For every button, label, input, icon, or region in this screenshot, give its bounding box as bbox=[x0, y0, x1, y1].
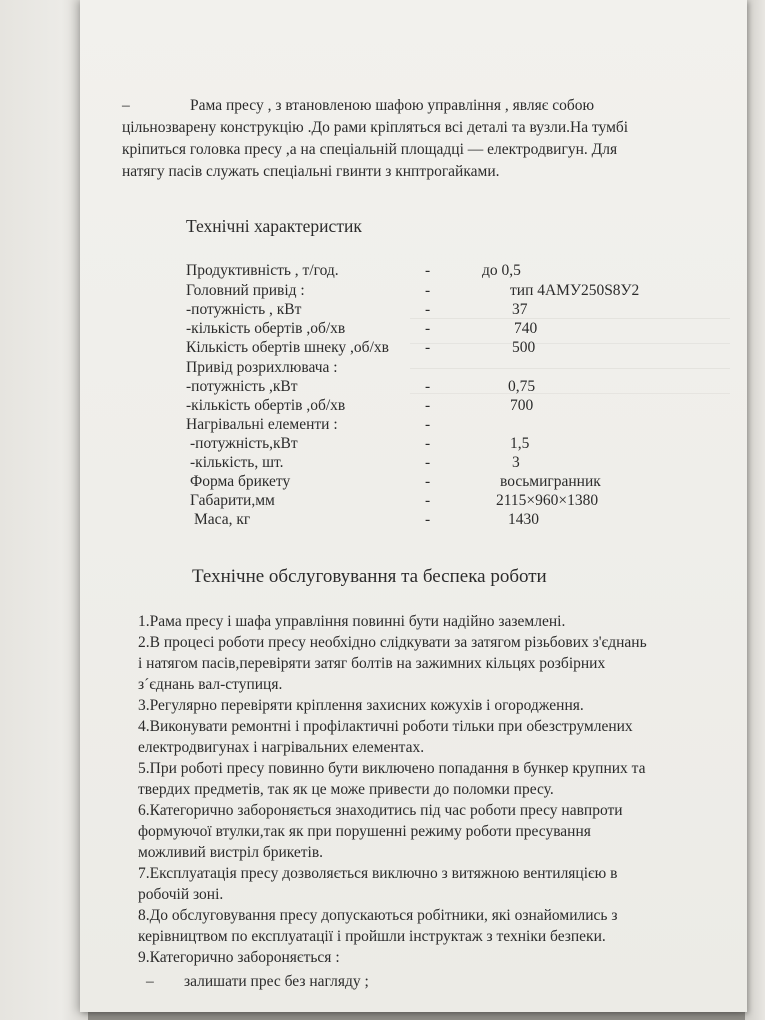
safety-line-3: і натягом пасів,перевіряти затяг болтів на зажимних кільцях розбірних bbox=[138, 655, 606, 672]
spec-value: 1,5 bbox=[510, 435, 530, 452]
spec-label: -кількість обертів ,об/хв bbox=[186, 397, 346, 414]
spec-value: 0,75 bbox=[508, 378, 536, 395]
spec-value: 2115×960×1380 bbox=[496, 492, 599, 509]
intro-line-4: натягу пасів служать спеціальні гвинти з кнптрогайками. bbox=[122, 163, 500, 180]
safety-line-15: 8.До обслуговування пресу допускаються робітники, які ознайомились з bbox=[138, 907, 618, 924]
spec-dash: - bbox=[425, 378, 431, 395]
spec-dash: - bbox=[425, 320, 431, 337]
safety-line-8: 5.При роботі пресу повинно бути виключено попадання в бункер крупних та bbox=[138, 760, 646, 777]
safety-line-12: можливий виcтріл брикетів. bbox=[138, 844, 324, 861]
safety-heading: Технічне обслуговування та беспека роботи bbox=[192, 566, 547, 587]
spec-label: -потужність , кВт bbox=[186, 301, 302, 318]
spec-dash: - bbox=[425, 301, 431, 318]
safety-line-10: 6.Категорично забороняється знаходитись під час роботи пресу навпроти bbox=[138, 802, 623, 819]
spec-label: -потужність,кВт bbox=[190, 435, 298, 452]
spec-dash: - bbox=[425, 473, 431, 490]
spec-dash: - bbox=[425, 262, 431, 279]
spec-dash: - bbox=[425, 454, 431, 471]
spec-label: -потужність ,кВт bbox=[186, 378, 298, 395]
safety-line-9: твердих предметів, так як це може привести до поломки пресу. bbox=[138, 781, 554, 798]
intro-line-1: Рама пресу , з втановленою шафою управління , являє собою bbox=[190, 97, 595, 114]
intro-line-3: кріпиться головка пресу ,а на спеціальній площадці — електродвигун. Для bbox=[122, 141, 618, 158]
spec-dash: - bbox=[425, 282, 431, 299]
spec-label: Нагрівальні елементи : bbox=[186, 416, 338, 433]
spec-value: до 0,5 bbox=[482, 262, 521, 279]
safety-line-2: 2.В процесі роботи пресу необхідно слідкувати за затягом різьбових з'єднань bbox=[138, 634, 647, 651]
spec-value: 700 bbox=[510, 397, 534, 414]
spec-label: Кількість обертів шнеку ,об/хв bbox=[186, 339, 389, 356]
spec-label: Маса, кг bbox=[194, 511, 251, 528]
spec-label: -кількість обертів ,об/хв bbox=[186, 320, 346, 337]
safety-line-17: 9.Категорично забороняється : bbox=[138, 949, 340, 966]
underlying-page-edge bbox=[0, 0, 88, 1020]
intro-dash: – bbox=[122, 97, 130, 114]
spec-value: тип 4АМУ250S8У2 bbox=[510, 282, 640, 299]
spec-value: восьмигранник bbox=[500, 473, 601, 490]
spec-value: 3 bbox=[512, 454, 520, 471]
spec-value: 740 bbox=[514, 320, 538, 337]
spec-dash: - bbox=[425, 492, 431, 509]
last-item-text: залишати прес без нагляду ; bbox=[184, 973, 369, 990]
spec-dash: - bbox=[425, 339, 431, 356]
underlying-page-right bbox=[745, 0, 765, 1020]
safety-line-4: з´єднань вал-ступиця. bbox=[138, 676, 283, 693]
spec-value: 500 bbox=[512, 339, 536, 356]
spec-label: Привід розрихлювача : bbox=[186, 359, 338, 376]
safety-line-14: робочій зоні. bbox=[138, 886, 224, 903]
spec-dash: - bbox=[425, 416, 431, 433]
safety-line-5: 3.Регулярно перевіряти кріплення захисних кожухів і огородження. bbox=[138, 697, 584, 714]
spec-label: Головний привід : bbox=[186, 282, 305, 299]
safety-line-7: електродвигунах і нагрівальних елементах. bbox=[138, 739, 425, 756]
spec-value: 1430 bbox=[508, 511, 539, 528]
spec-label: Форма брикету bbox=[190, 473, 291, 490]
last-item-dash: – bbox=[146, 973, 154, 990]
spec-label: Продуктивність , т/год. bbox=[186, 262, 339, 279]
safety-line-11: формуючої втулки,так як при порушенні режиму роботи пресування bbox=[138, 823, 591, 840]
spec-label: Габарити,мм bbox=[190, 492, 275, 509]
specs-heading: Технічні характеристик bbox=[186, 216, 362, 236]
safety-line-6: 4.Виконувати ремонтні і профілактичні роботи тільки при обезструмлених bbox=[138, 718, 633, 735]
bleed-through bbox=[410, 300, 730, 500]
spec-value: 37 bbox=[512, 301, 528, 318]
document-page bbox=[80, 0, 747, 1012]
safety-line-16: керівництвом по експлуатації і пройшли інструктаж з техніки безпеки. bbox=[138, 928, 606, 945]
safety-line-13: 7.Експлуатація пресу дозволяється виключно з витяжною вентиляцією в bbox=[138, 865, 618, 882]
spec-label: -кількість, шт. bbox=[190, 454, 284, 471]
spec-dash: - bbox=[425, 435, 431, 452]
spec-dash: - bbox=[425, 397, 431, 414]
intro-line-2: цільнозварену конструкцію .До рами кріпляться всі деталі та вузли.На тумбі bbox=[122, 119, 629, 136]
spec-dash: - bbox=[425, 511, 431, 528]
safety-line-1: 1.Рама пресу і шафа управління повинні бути надійно заземлені. bbox=[138, 613, 566, 630]
